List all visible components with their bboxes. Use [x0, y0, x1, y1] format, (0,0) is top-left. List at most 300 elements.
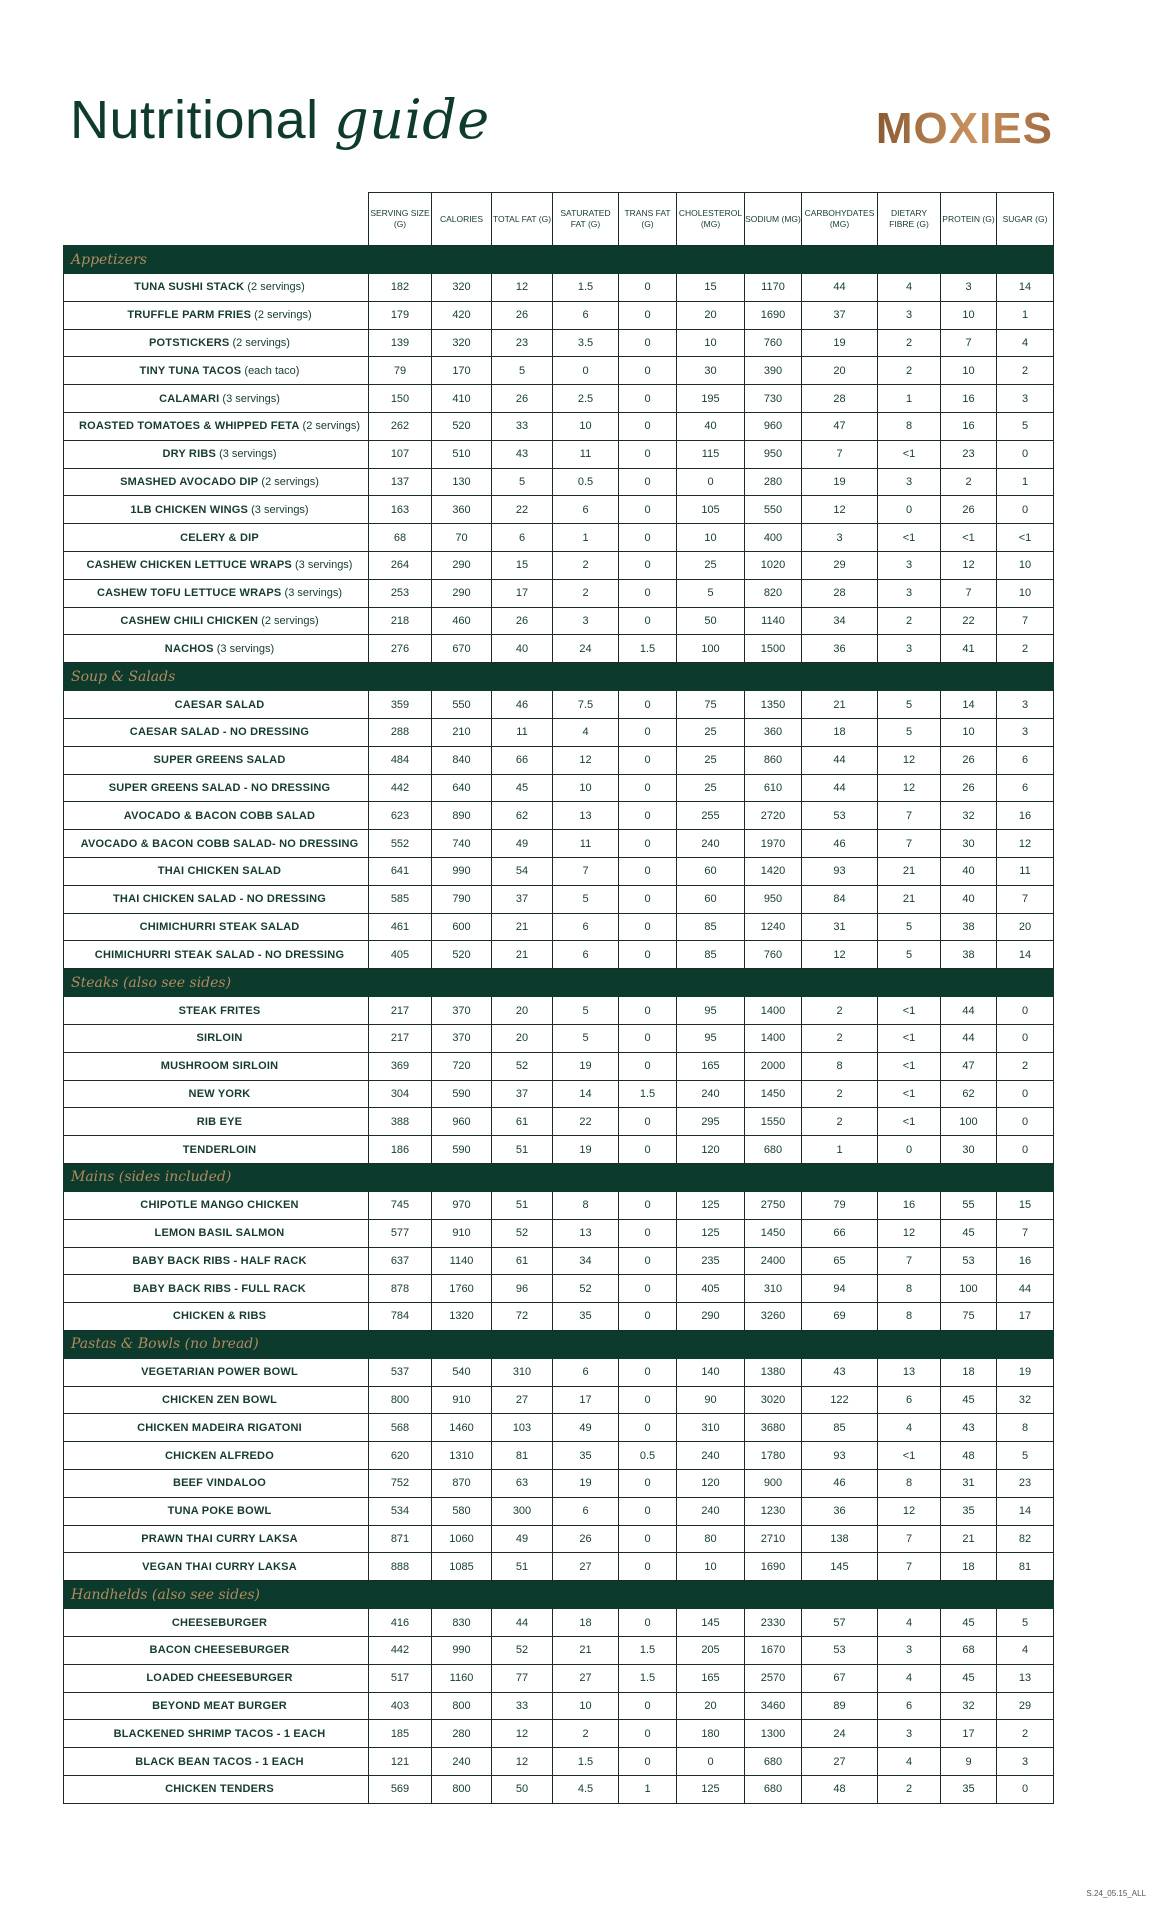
item-name-cell — [64, 941, 369, 969]
value-cell: 12 — [878, 1219, 941, 1247]
value-cell: 13 — [997, 1664, 1054, 1692]
value-cell: 7 — [878, 830, 941, 858]
section-row-cell — [492, 1163, 553, 1191]
value-cell: 44 — [941, 997, 997, 1025]
value-cell: 235 — [677, 1247, 745, 1275]
value-cell: 0.5 — [553, 468, 619, 496]
value-cell: 7 — [997, 607, 1054, 635]
value-cell: 48 — [802, 1776, 878, 1804]
value-cell: <1 — [878, 1442, 941, 1470]
column-header: SATURATED FAT (G) — [553, 193, 619, 246]
value-cell: 93 — [802, 1442, 878, 1470]
section-row-cell — [432, 246, 492, 274]
value-cell: 1085 — [432, 1553, 492, 1581]
value-cell: 20 — [677, 301, 745, 329]
value-cell: 35 — [941, 1776, 997, 1804]
document-code: S.24_05.15_ALL — [1086, 1889, 1146, 1898]
section-row-cell — [941, 246, 997, 274]
section-row-cell — [553, 663, 619, 691]
value-cell: 784 — [369, 1303, 432, 1331]
value-cell: 960 — [745, 412, 802, 440]
value-cell: 26 — [553, 1525, 619, 1553]
value-cell: 2710 — [745, 1525, 802, 1553]
column-header: DIETARY FIBRE (G) — [878, 193, 941, 246]
section-row-cell — [677, 1581, 745, 1609]
value-cell: 255 — [677, 802, 745, 830]
value-cell: 800 — [432, 1692, 492, 1720]
value-cell: 2 — [997, 1720, 1054, 1748]
value-cell: 1350 — [745, 691, 802, 719]
value-cell: 585 — [369, 885, 432, 913]
value-cell: 288 — [369, 718, 432, 746]
value-cell: 410 — [432, 385, 492, 413]
section-title: Soup & Salads — [64, 663, 369, 691]
value-cell: 3680 — [745, 1414, 802, 1442]
value-cell: 26 — [492, 301, 553, 329]
value-cell: 14 — [997, 274, 1054, 302]
value-cell: 36 — [802, 1497, 878, 1525]
value-cell: 3 — [878, 301, 941, 329]
section-row-cell — [997, 246, 1054, 274]
value-cell: 900 — [745, 1470, 802, 1498]
value-cell: 17 — [553, 1386, 619, 1414]
value-cell: 52 — [492, 1052, 553, 1080]
item-name-cell — [64, 1108, 369, 1136]
value-cell: 93 — [802, 857, 878, 885]
value-cell: 0 — [619, 1358, 677, 1386]
value-cell: 310 — [745, 1275, 802, 1303]
value-cell: 13 — [553, 802, 619, 830]
section-row-cell — [677, 969, 745, 997]
item-name-cell — [64, 830, 369, 858]
value-cell: 1 — [997, 468, 1054, 496]
value-cell: 46 — [492, 691, 553, 719]
value-cell: 800 — [369, 1386, 432, 1414]
value-cell: 6 — [553, 913, 619, 941]
value-cell: 7 — [997, 1219, 1054, 1247]
value-cell: 44 — [802, 746, 878, 774]
section-row-cell — [802, 1330, 878, 1358]
value-cell: 30 — [941, 1136, 997, 1164]
item-name: TENDERLOIN — [182, 1143, 257, 1156]
item-name-cell — [64, 885, 369, 913]
value-cell: 40 — [677, 412, 745, 440]
item-name: RIB EYE — [196, 1115, 243, 1128]
value-cell: 5 — [553, 885, 619, 913]
value-cell: 10 — [941, 718, 997, 746]
value-cell: 3 — [878, 468, 941, 496]
value-cell: 550 — [432, 691, 492, 719]
value-cell: 37 — [492, 885, 553, 913]
value-cell: 43 — [802, 1358, 878, 1386]
item-name-cell — [64, 1386, 369, 1414]
item-name-cell — [64, 1637, 369, 1665]
value-cell: 320 — [432, 329, 492, 357]
value-cell: 5 — [878, 941, 941, 969]
value-cell: 2 — [878, 329, 941, 357]
value-cell: <1 — [878, 1052, 941, 1080]
value-cell: 0 — [619, 551, 677, 579]
item-name-cell — [64, 551, 369, 579]
value-cell: 517 — [369, 1664, 432, 1692]
value-cell: 3 — [997, 1748, 1054, 1776]
item-name-cell — [64, 718, 369, 746]
value-cell: 1 — [878, 385, 941, 413]
item-name-cell — [64, 1553, 369, 1581]
value-cell: 0 — [619, 691, 677, 719]
column-header: SODIUM (MG) — [745, 193, 802, 246]
value-cell: 10 — [997, 551, 1054, 579]
table-row — [64, 1553, 1054, 1581]
brand-logo: MOXIES — [875, 104, 1053, 153]
value-cell: 1140 — [432, 1247, 492, 1275]
table-row — [64, 1136, 1054, 1164]
value-cell: 310 — [492, 1358, 553, 1386]
table-row — [64, 301, 1054, 329]
item-name: NACHOS — [164, 642, 214, 655]
value-cell: 20 — [802, 357, 878, 385]
item-name: DRY RIBS — [162, 448, 217, 461]
section-row-cell — [941, 663, 997, 691]
value-cell: 26 — [941, 496, 997, 524]
value-cell: 145 — [677, 1609, 745, 1637]
item-name: BEEF VINDALOO — [172, 1477, 267, 1490]
value-cell: 121 — [369, 1748, 432, 1776]
section-row-cell — [492, 246, 553, 274]
value-cell: 100 — [941, 1108, 997, 1136]
value-cell: 568 — [369, 1414, 432, 1442]
value-cell: 17 — [941, 1720, 997, 1748]
value-cell: 85 — [677, 913, 745, 941]
value-cell: 860 — [745, 746, 802, 774]
value-cell: 62 — [492, 802, 553, 830]
value-cell: 552 — [369, 830, 432, 858]
item-name-cell — [64, 1052, 369, 1080]
value-cell: 6 — [878, 1386, 941, 1414]
value-cell: 15 — [492, 551, 553, 579]
section-row-cell — [802, 246, 878, 274]
value-cell: 3 — [941, 274, 997, 302]
value-cell: 165 — [677, 1052, 745, 1080]
section-row-cell — [492, 1581, 553, 1609]
value-cell: 50 — [677, 607, 745, 635]
value-cell: 40 — [941, 857, 997, 885]
section-row-cell — [553, 1163, 619, 1191]
value-cell: 139 — [369, 329, 432, 357]
table-row — [64, 1386, 1054, 1414]
item-serving-note: (2 servings) — [251, 309, 312, 322]
item-name: CHICKEN TENDERS — [165, 1783, 274, 1796]
value-cell: 12 — [941, 551, 997, 579]
item-name: CAESAR SALAD - NO DRESSING — [129, 726, 310, 739]
value-cell: 590 — [432, 1080, 492, 1108]
value-cell: 830 — [432, 1609, 492, 1637]
value-cell: 62 — [941, 1080, 997, 1108]
value-cell: 2 — [802, 1108, 878, 1136]
section-row — [64, 1163, 1054, 1191]
item-name-cell — [64, 1191, 369, 1219]
value-cell: 107 — [369, 440, 432, 468]
section-row-cell — [492, 1330, 553, 1358]
column-header: SUGAR (G) — [997, 193, 1054, 246]
table-row — [64, 774, 1054, 802]
value-cell: 43 — [492, 440, 553, 468]
value-cell: 23 — [492, 329, 553, 357]
item-name-cell — [64, 274, 369, 302]
value-cell: 120 — [677, 1470, 745, 1498]
value-cell: 0 — [619, 746, 677, 774]
item-name-cell — [64, 468, 369, 496]
item-name-cell — [64, 1303, 369, 1331]
value-cell: 3 — [878, 635, 941, 663]
value-cell: 38 — [941, 941, 997, 969]
table-row — [64, 1219, 1054, 1247]
value-cell: 6 — [553, 1497, 619, 1525]
value-cell: 7 — [802, 440, 878, 468]
value-cell: 130 — [432, 468, 492, 496]
table-row — [64, 635, 1054, 663]
value-cell: 8 — [878, 1303, 941, 1331]
value-cell: 3020 — [745, 1386, 802, 1414]
item-name-cell — [64, 1219, 369, 1247]
value-cell: 44 — [941, 1024, 997, 1052]
item-serving-note: (2 servings) — [258, 475, 319, 488]
value-cell: 0 — [619, 885, 677, 913]
value-cell: 12 — [492, 274, 553, 302]
section-row-cell — [553, 969, 619, 997]
item-name-cell — [64, 1247, 369, 1275]
item-name-cell — [64, 329, 369, 357]
value-cell: 95 — [677, 997, 745, 1025]
value-cell: 620 — [369, 1442, 432, 1470]
section-row-cell — [619, 246, 677, 274]
section-row-cell — [432, 969, 492, 997]
value-cell: 1240 — [745, 913, 802, 941]
value-cell: 21 — [553, 1637, 619, 1665]
value-cell: 800 — [432, 1776, 492, 1804]
value-cell: 82 — [997, 1525, 1054, 1553]
value-cell: 18 — [941, 1553, 997, 1581]
value-cell: 65 — [802, 1247, 878, 1275]
value-cell: 640 — [432, 774, 492, 802]
section-row-cell — [369, 969, 432, 997]
table-row — [64, 1609, 1054, 1637]
item-serving-note: (2 servings) — [229, 336, 290, 349]
value-cell: 0 — [619, 1748, 677, 1776]
item-name: CHICKEN ALFREDO — [165, 1449, 274, 1462]
item-name: AVOCADO & BACON COBB SALAD- NO DRESSING — [80, 837, 359, 850]
value-cell: 442 — [369, 774, 432, 802]
value-cell: 35 — [553, 1303, 619, 1331]
value-cell: 0 — [997, 440, 1054, 468]
value-cell: 150 — [369, 385, 432, 413]
value-cell: 0 — [619, 440, 677, 468]
value-cell: 2750 — [745, 1191, 802, 1219]
section-row — [64, 1330, 1054, 1358]
value-cell: 45 — [941, 1609, 997, 1637]
value-cell: 67 — [802, 1664, 878, 1692]
value-cell: 179 — [369, 301, 432, 329]
value-cell: 12 — [802, 496, 878, 524]
value-cell: 4 — [997, 1637, 1054, 1665]
value-cell: 1300 — [745, 1720, 802, 1748]
value-cell: 5 — [997, 412, 1054, 440]
value-cell: 5 — [492, 357, 553, 385]
value-cell: 95 — [677, 1024, 745, 1052]
value-cell: 27 — [802, 1748, 878, 1776]
section-row-cell — [619, 1581, 677, 1609]
value-cell: 19 — [553, 1052, 619, 1080]
value-cell: 0 — [619, 774, 677, 802]
section-row — [64, 663, 1054, 691]
column-header: TRANS FAT (G) — [619, 193, 677, 246]
item-serving-note: (2 servings) — [244, 281, 305, 294]
value-cell: 24 — [553, 635, 619, 663]
section-row-cell — [997, 1330, 1054, 1358]
value-cell: 370 — [432, 1024, 492, 1052]
value-cell: 90 — [677, 1386, 745, 1414]
value-cell: 79 — [369, 357, 432, 385]
section-row-cell — [619, 1163, 677, 1191]
value-cell: 0 — [619, 1414, 677, 1442]
value-cell: 740 — [432, 830, 492, 858]
value-cell: 0 — [619, 412, 677, 440]
value-cell: 12 — [492, 1748, 553, 1776]
value-cell: 51 — [492, 1136, 553, 1164]
table-row — [64, 691, 1054, 719]
value-cell: 15 — [677, 274, 745, 302]
section-title: Pastas & Bowls (no bread) — [64, 1330, 369, 1358]
value-cell: 2 — [997, 357, 1054, 385]
value-cell: 1690 — [745, 301, 802, 329]
value-cell: 890 — [432, 802, 492, 830]
value-cell: 960 — [432, 1108, 492, 1136]
table-row — [64, 1664, 1054, 1692]
table-row — [64, 357, 1054, 385]
page-title — [70, 88, 490, 151]
value-cell: 3 — [878, 579, 941, 607]
table-row — [64, 579, 1054, 607]
section-row-cell — [802, 1581, 878, 1609]
value-cell: 0 — [619, 607, 677, 635]
item-name-cell — [64, 357, 369, 385]
value-cell: 217 — [369, 997, 432, 1025]
value-cell: 3 — [997, 718, 1054, 746]
value-cell: 19 — [997, 1358, 1054, 1386]
value-cell: 10 — [997, 579, 1054, 607]
value-cell: 46 — [802, 1470, 878, 1498]
value-cell: 20 — [677, 1692, 745, 1720]
table-row — [64, 1024, 1054, 1052]
value-cell: 0 — [619, 1219, 677, 1247]
value-cell: 0 — [997, 1776, 1054, 1804]
value-cell: 2 — [997, 1052, 1054, 1080]
value-cell: 6 — [553, 301, 619, 329]
value-cell: 910 — [432, 1219, 492, 1247]
item-name-cell — [64, 1414, 369, 1442]
value-cell: 7 — [941, 579, 997, 607]
value-cell: 10 — [677, 329, 745, 357]
table-row — [64, 385, 1054, 413]
value-cell: 26 — [492, 385, 553, 413]
section-row-cell — [878, 663, 941, 691]
value-cell: 0 — [619, 1303, 677, 1331]
value-cell: 85 — [802, 1414, 878, 1442]
value-cell: 0 — [878, 1136, 941, 1164]
value-cell: 66 — [492, 746, 553, 774]
value-cell: <1 — [878, 997, 941, 1025]
item-name: SUPER GREENS SALAD — [153, 754, 286, 767]
value-cell: 20 — [492, 1024, 553, 1052]
value-cell: 4 — [878, 1609, 941, 1637]
item-name: BEYOND MEAT BURGER — [152, 1700, 287, 1713]
value-cell: 290 — [677, 1303, 745, 1331]
value-cell: 19 — [802, 329, 878, 357]
value-cell: 950 — [745, 440, 802, 468]
value-cell: 27 — [553, 1664, 619, 1692]
column-header: CARBOHYDATES (MG) — [802, 193, 878, 246]
section-row-cell — [677, 246, 745, 274]
item-name-cell — [64, 1497, 369, 1525]
value-cell: 240 — [677, 1080, 745, 1108]
item-name: AVOCADO & BACON COBB SALAD — [123, 809, 316, 822]
value-cell: 19 — [553, 1136, 619, 1164]
value-cell: 1160 — [432, 1664, 492, 1692]
section-row-cell — [677, 663, 745, 691]
item-name-cell — [64, 385, 369, 413]
value-cell: 16 — [941, 412, 997, 440]
value-cell: 36 — [802, 635, 878, 663]
value-cell: 35 — [941, 1497, 997, 1525]
value-cell: 760 — [745, 329, 802, 357]
table-row — [64, 913, 1054, 941]
value-cell: 0 — [619, 274, 677, 302]
value-cell: 405 — [677, 1275, 745, 1303]
value-cell: 210 — [432, 718, 492, 746]
value-cell: 300 — [492, 1497, 553, 1525]
value-cell: 195 — [677, 385, 745, 413]
value-cell: 360 — [745, 718, 802, 746]
nutrition-table — [63, 192, 1054, 1804]
item-name-cell — [64, 579, 369, 607]
value-cell: 8 — [878, 1275, 941, 1303]
value-cell: 320 — [432, 274, 492, 302]
value-cell: 264 — [369, 551, 432, 579]
item-name: THAI CHICKEN SALAD — [157, 865, 282, 878]
value-cell: 46 — [802, 830, 878, 858]
value-cell: <1 — [997, 524, 1054, 552]
section-row-cell — [878, 1163, 941, 1191]
section-row-cell — [369, 663, 432, 691]
header-blank — [64, 193, 369, 246]
item-name-cell — [64, 1720, 369, 1748]
value-cell: 3 — [878, 551, 941, 579]
section-row-cell — [492, 663, 553, 691]
value-cell: 24 — [802, 1720, 878, 1748]
value-cell: 8 — [878, 1470, 941, 1498]
value-cell: 182 — [369, 274, 432, 302]
value-cell: 125 — [677, 1219, 745, 1247]
section-row-cell — [878, 246, 941, 274]
value-cell: 17 — [997, 1303, 1054, 1331]
value-cell: 2720 — [745, 802, 802, 830]
value-cell: 180 — [677, 1720, 745, 1748]
section-row-cell — [619, 969, 677, 997]
value-cell: 165 — [677, 1664, 745, 1692]
title-main: Nutritional — [70, 90, 335, 150]
value-cell: 950 — [745, 885, 802, 913]
value-cell: 745 — [369, 1191, 432, 1219]
